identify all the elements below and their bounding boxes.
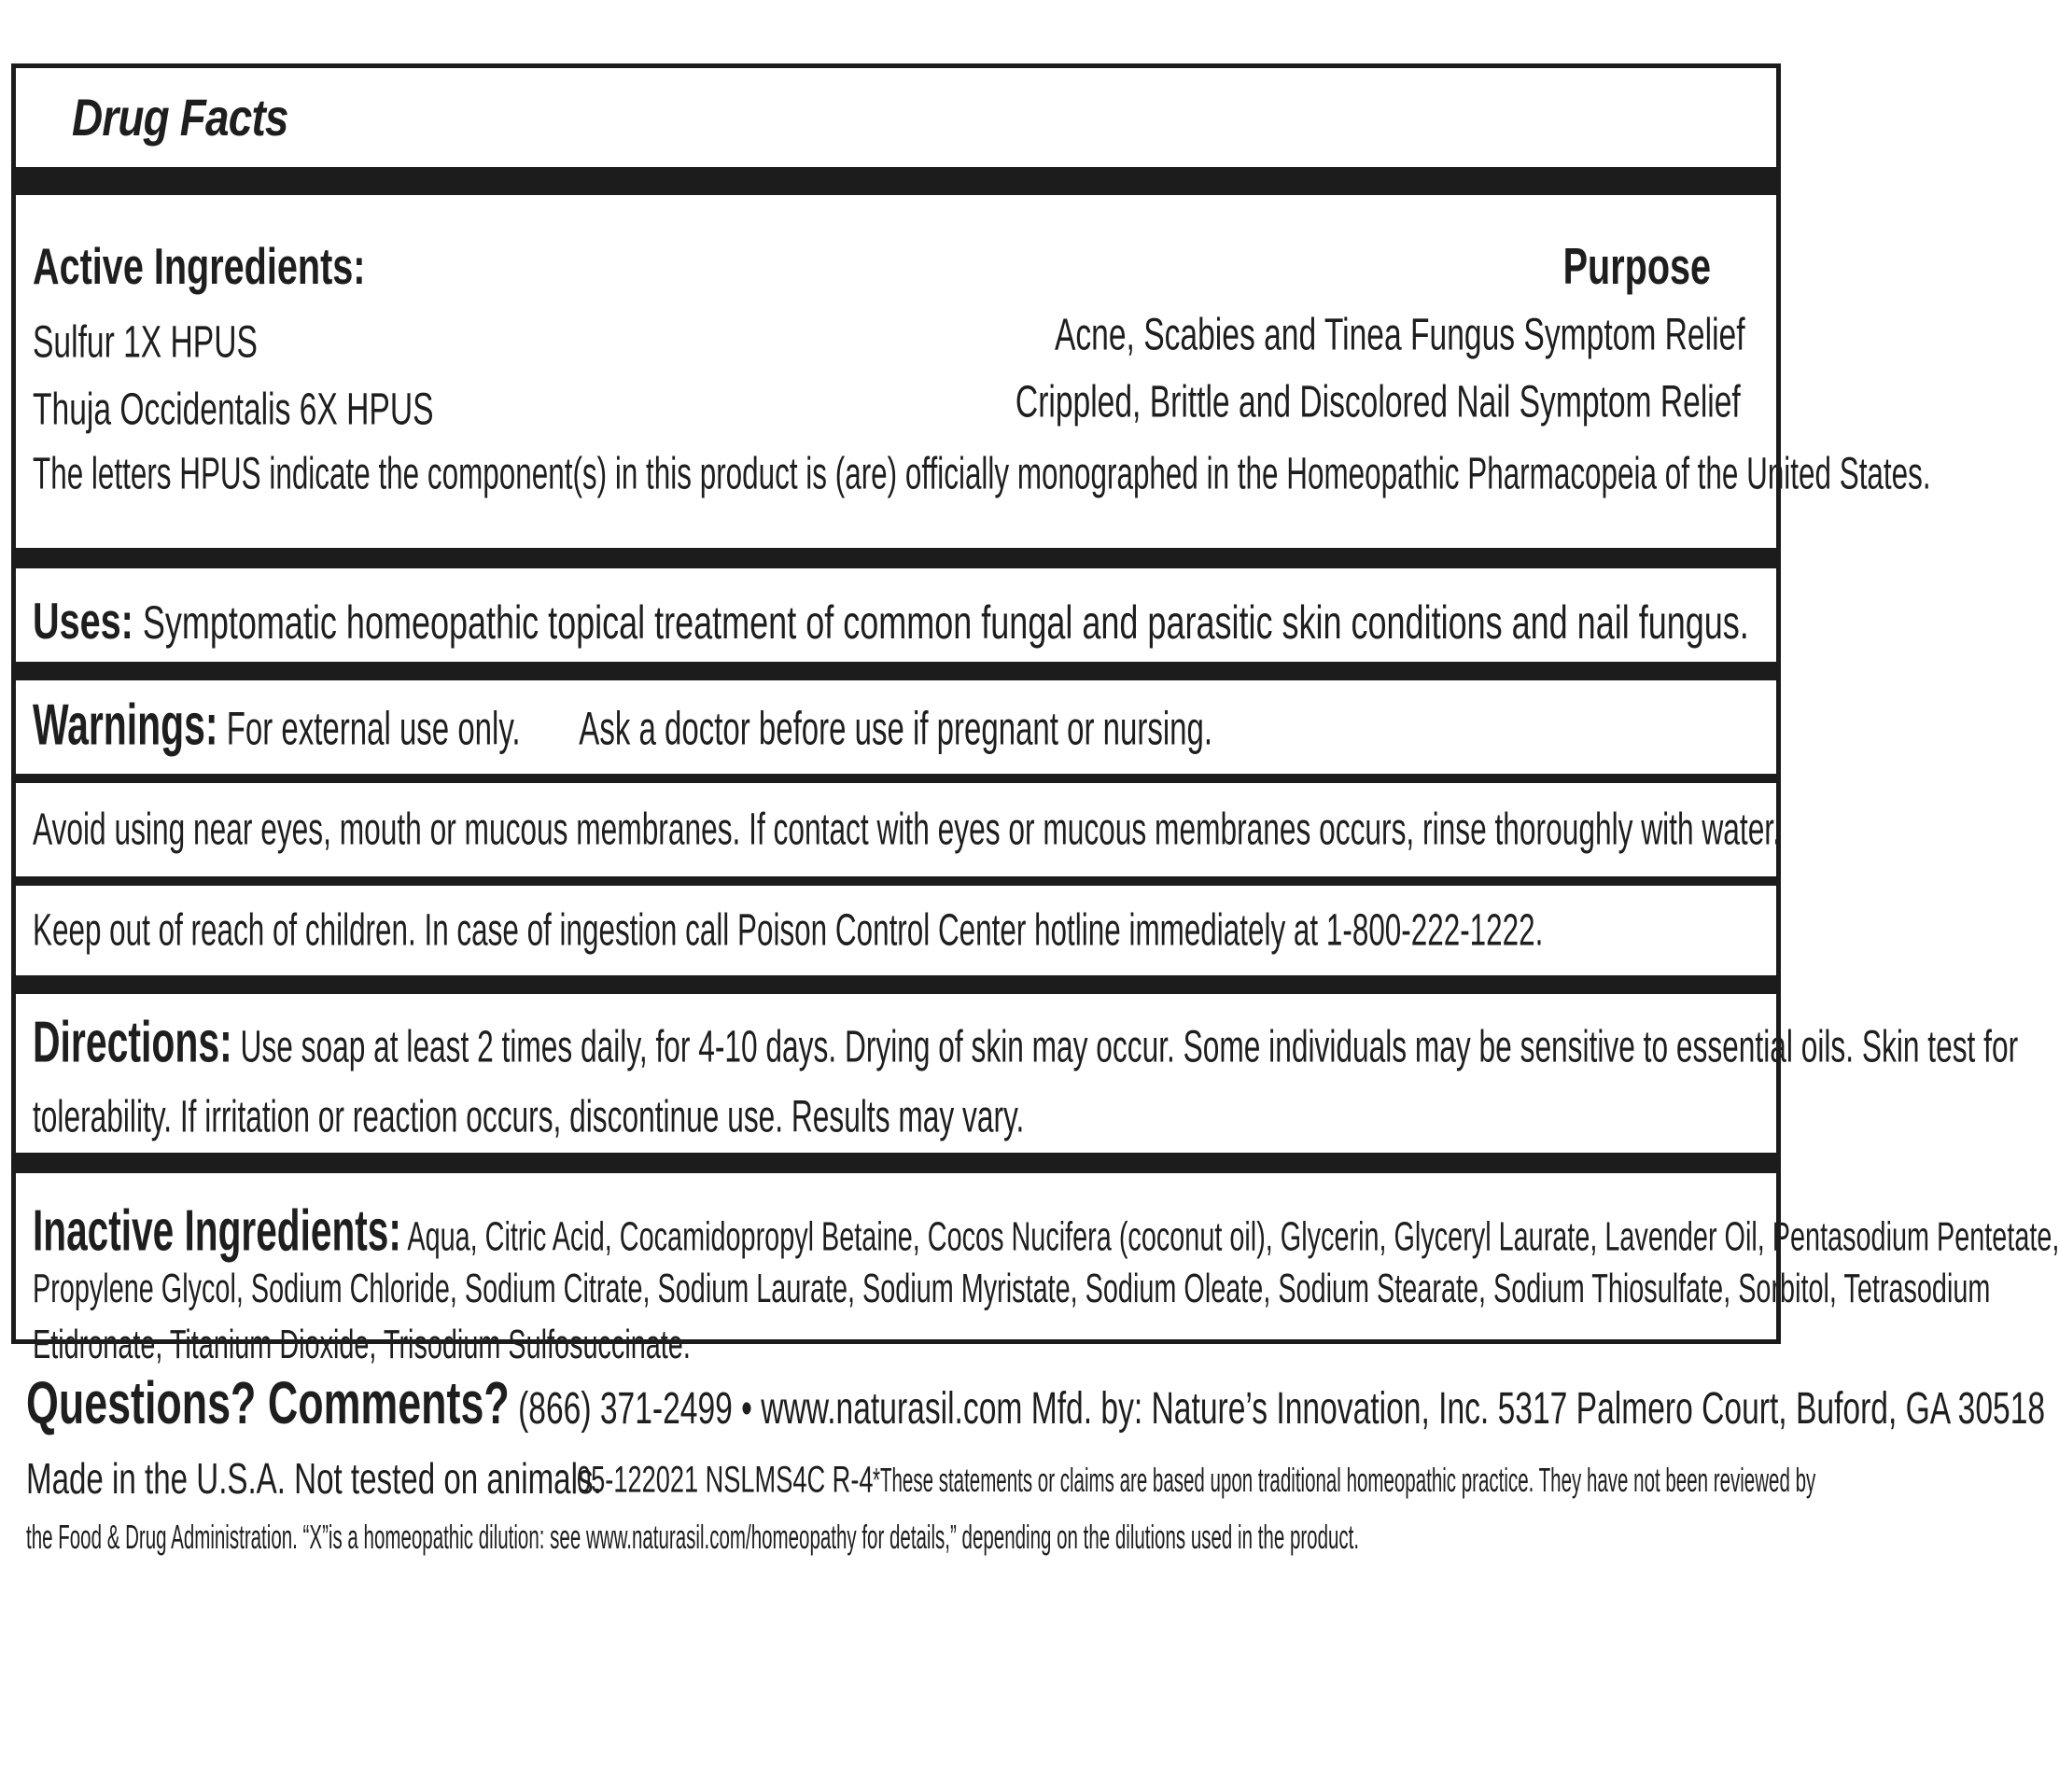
- section-divider: [16, 774, 1776, 783]
- uses-text: Symptomatic homeopathic topical treatment of common fungal and parasitic skin conditions and nail fungus.: [142, 596, 1749, 649]
- ingredient-name: Sulfur 1X HPUS: [33, 317, 258, 368]
- active-ingredients-heading: Active Ingredients:: [33, 237, 366, 295]
- inactive-text-2: Propylene Glycol, Sodium Chloride, Sodium Citrate, Sodium Laurate, Sodium Myristate, Sodium Oleate, Sodium Stearate, Sodium Thiosulfate, Sorbitol, Tetrasodium: [33, 1266, 1991, 1311]
- drug-facts-panel: [11, 63, 2059, 1367]
- inactive-ingredients-heading: Inactive Ingredients:: [33, 1198, 401, 1264]
- directions-heading: Directions:: [33, 1010, 232, 1075]
- warnings-pregnant: Ask a doctor before use if pregnant or nursing.: [579, 702, 1213, 755]
- product-code: 05-122021 NSLMS4C R-4: [577, 1459, 874, 1501]
- inactive-line-1: [33, 1198, 2059, 1265]
- directions-line-1: [33, 1010, 2018, 1076]
- active-ingredients-section: [16, 195, 1931, 550]
- warnings-section: [16, 680, 1776, 774]
- uses-line: [33, 591, 1749, 651]
- ingredient-name: Thuja Occidentalis 6X HPUS: [33, 385, 434, 435]
- keep-out-section: [16, 886, 1776, 975]
- disclaimer-line-2: the Food & Drug Administration. “X”is a homeopathic dilution: see www.naturasil.com/homeopathy for details,” depending on the dilutions used in the product.: [26, 1518, 1360, 1556]
- ingredient-purpose: Crippled, Brittle and Discolored Nail Symptom Relief: [1015, 377, 1741, 427]
- inactive-ingredients-section: [16, 1173, 2059, 1367]
- section-divider: [16, 548, 1776, 568]
- inactive-text-3: Etidronate, Titanium Dioxide, Trisodium Sulfosuccinate.: [33, 1322, 691, 1367]
- ingredient-purpose: Acne, Scabies and Tinea Fungus Symptom Relief: [1055, 310, 1745, 360]
- section-divider: [16, 1153, 1776, 1173]
- disclaimer-line-1: *These statements or claims are based upon traditional homeopathic practice. They have not been reviewed by: [873, 1461, 1816, 1499]
- contact-info: (866) 371-2499 • www.naturasil.com Mfd. by: Nature’s Innovation, Inc. 5317 Palmero Court, Buford, GA 30518: [518, 1384, 2046, 1434]
- questions-heading: Questions? Comments?: [26, 1369, 510, 1436]
- drug-facts-title: Drug Facts: [72, 88, 288, 147]
- section-divider: [16, 167, 1776, 195]
- made-in-usa: Made in the U.S.A. Not tested on animals.: [26, 1454, 602, 1503]
- section-divider: [16, 876, 1776, 886]
- warnings-line: [33, 693, 1212, 759]
- avoid-section: [16, 783, 1781, 876]
- warnings-external: For external use only.: [226, 702, 521, 755]
- uses-section: [16, 568, 1776, 662]
- hpus-note: The letters HPUS indicate the component(s) in this product is (are) officially monographed in the Homeopathic Pharmacopeia of the United States.: [33, 449, 1931, 499]
- directions-text-1: Use soap at least 2 times daily, for 4-10 days. Drying of skin may occur. Some individuals may be sensitive to essential oils. Skin test for: [240, 1022, 2019, 1072]
- questions-line: [26, 1368, 2045, 1437]
- warnings-heading: Warnings:: [33, 693, 218, 758]
- purpose-heading: Purpose: [1562, 237, 1711, 295]
- directions-text-2: tolerability. If irritation or reaction occurs, discontinue use. Results may vary.: [33, 1092, 1025, 1142]
- inactive-text-1: Aqua, Citric Acid, Cocamidopropyl Betaine, Cocos Nucifera (coconut oil), Glycerin, Glyceryl Laurate, Lavender Oil, Pentasodium Pentetate,: [407, 1213, 2059, 1260]
- uses-heading: Uses:: [33, 592, 133, 650]
- keep-out-text: Keep out of reach of children. In case of ingestion call Poison Control Center hotline immediately at 1-800-222-1222.: [33, 905, 1544, 956]
- avoid-text: Avoid using near eyes, mouth or mucous membranes. If contact with eyes or mucous membranes occurs, rinse thoroughly with water.: [33, 805, 1781, 855]
- directions-section: [16, 994, 2019, 1153]
- section-divider: [16, 975, 1776, 994]
- section-divider: [16, 662, 1776, 680]
